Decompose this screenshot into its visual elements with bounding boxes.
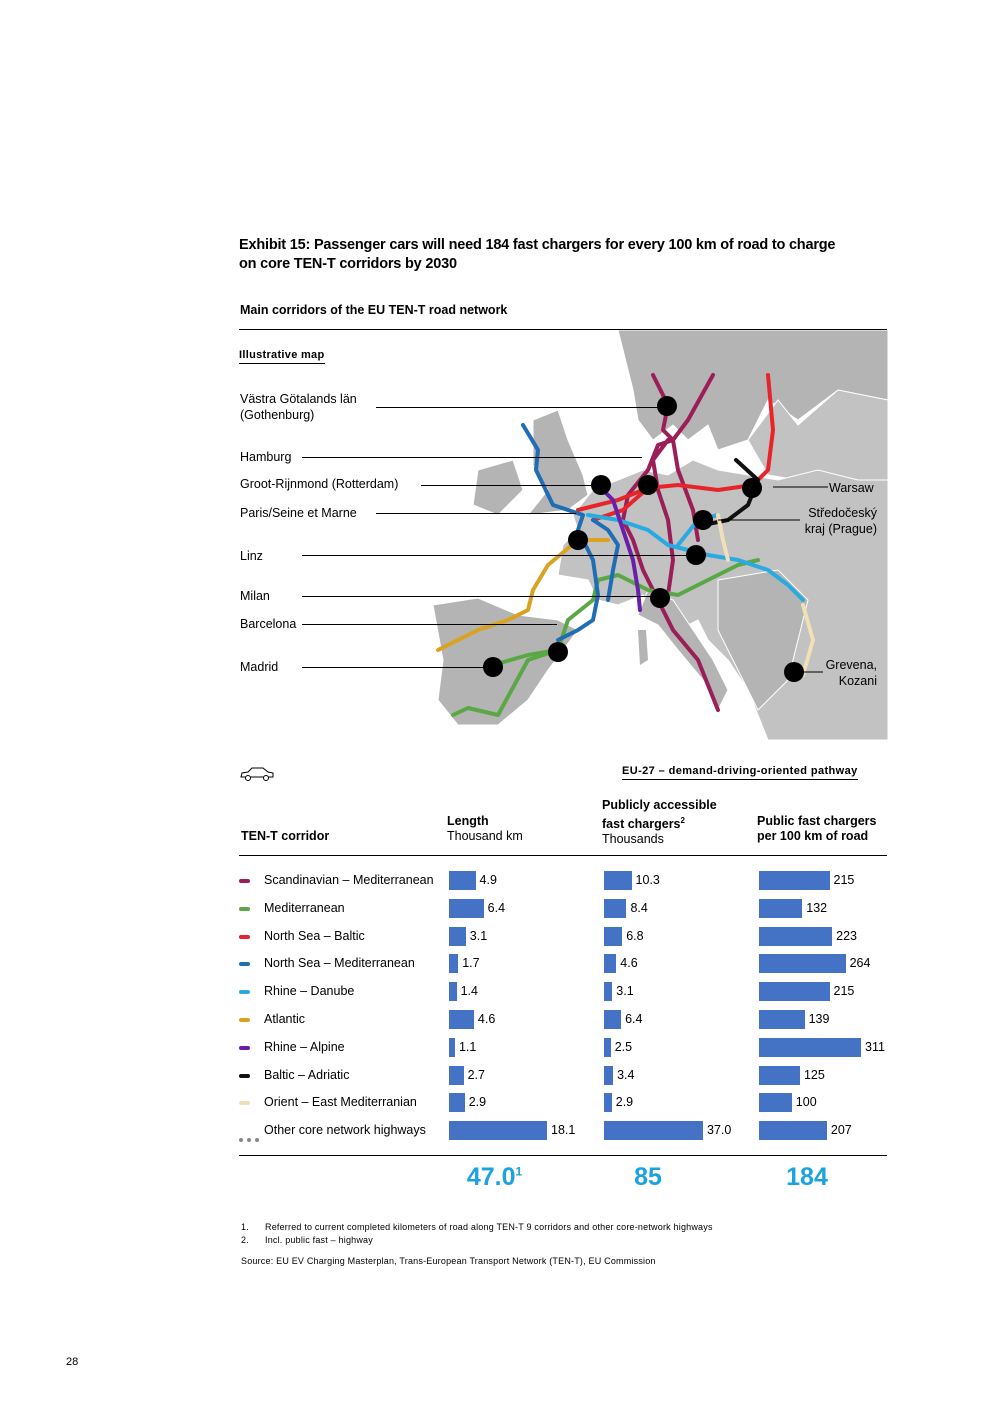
bar-value-label: 2.5 [614, 1039, 633, 1054]
header-chargers: Publicly accessible fast chargers$^2$ Thousands [602, 798, 717, 847]
bar [449, 1093, 465, 1112]
bar-value-label: 1.7 [462, 956, 480, 971]
bar [604, 1121, 703, 1140]
bar-value-label: 37.0 [707, 1123, 732, 1138]
bar [759, 982, 830, 1001]
total-length: 47.0$^1$ [466, 1163, 523, 1191]
bar [449, 899, 484, 918]
header-density: Public fast chargers per 100 km of road [757, 814, 877, 843]
label-madrid: Madrid [240, 660, 279, 674]
bar-value-label: 4.9 [479, 873, 497, 887]
leader-line [376, 513, 576, 514]
legend-swatch [239, 1101, 250, 1105]
bar [449, 927, 466, 946]
label-prague: Středočeský kraj (Prague) [804, 506, 877, 536]
legend-swatch [239, 962, 250, 966]
divider [239, 1155, 887, 1156]
corridor-label: Atlantic [264, 1012, 305, 1026]
bar-value-label: 6.4 [487, 900, 506, 915]
leader-line [302, 457, 642, 458]
bar [604, 1038, 611, 1057]
bar [449, 1010, 474, 1029]
legend-swatch [239, 935, 250, 939]
bar-value-label: 3.1 [616, 984, 634, 999]
bar-value-label: 139 [808, 1012, 830, 1026]
bar-value-label: 264 [849, 956, 871, 971]
bar [759, 899, 802, 918]
bar [759, 954, 846, 973]
legend-swatch [239, 1129, 263, 1133]
footnote-1: 1. Referred to current completed kilometers of road along TEN-T 9 corridors and other core-network highways [241, 1222, 713, 1232]
bar-value-label: 100 [795, 1095, 817, 1110]
bar-value-label: 8.4 [630, 900, 648, 915]
bar-value-label: 6.8 [626, 928, 644, 943]
bar-value-label: 207 [830, 1123, 852, 1138]
bar [449, 982, 457, 1001]
header-corridor: TEN-T corridor [241, 829, 330, 843]
legend-swatch [239, 1018, 250, 1022]
legend-swatch [239, 1074, 250, 1078]
corridor-label: Orient – East Mediterranian [264, 1095, 417, 1110]
legend-swatch [239, 907, 250, 911]
bar-value-label: 10.3 [635, 873, 660, 887]
leader-line [302, 596, 657, 597]
corridor-label: Rhine – Alpine [264, 1039, 345, 1054]
bar [449, 1038, 455, 1057]
bar-value-label: 132 [806, 900, 828, 915]
source-note: Source: EU EV Charging Masterplan, Trans-European Transport Network (TEN-T), EU Commission [241, 1256, 656, 1266]
bar [449, 1121, 547, 1140]
bar-value-label: 311 [865, 1039, 885, 1054]
corridor-label: Mediterranean [264, 900, 345, 915]
bar [449, 871, 476, 890]
label-barcelona: Barcelona [240, 617, 297, 631]
label-gothenburg: Västra Götalands län (Gothenburg) [240, 392, 357, 422]
car-icon [239, 766, 275, 782]
bar [604, 954, 616, 973]
bar-value-label: 223 [836, 928, 857, 943]
bar [604, 1066, 613, 1085]
bar-value-label: 4.6 [477, 1012, 496, 1026]
bar [604, 1093, 612, 1112]
label-hamburg: Hamburg [240, 450, 292, 464]
bar [759, 871, 830, 890]
legend-swatch [239, 990, 250, 994]
divider [239, 855, 887, 856]
bar [604, 982, 612, 1001]
bar-value-label: 215 [833, 873, 855, 887]
bar-value-label: 3.1 [469, 928, 488, 943]
corridor-label: Baltic – Adriatic [264, 1067, 350, 1082]
bar-value-label: 4.6 [620, 956, 638, 971]
label-linz: Linz [240, 549, 263, 563]
bar-value-label: 2.9 [615, 1095, 634, 1110]
leader-line [376, 407, 666, 408]
bar-value-label: 215 [833, 984, 855, 999]
total-chargers: 85 [634, 1163, 662, 1191]
legend-swatch [239, 879, 250, 883]
corridor-label: Rhine – Danube [264, 984, 355, 999]
bar-value-label: 6.4 [625, 1012, 643, 1026]
page-number: 28 [66, 1356, 79, 1368]
bar [604, 899, 626, 918]
leader-line [421, 485, 601, 486]
bar [759, 927, 832, 946]
leader-line [302, 667, 490, 668]
corridor-label: North Sea – Mediterranean [264, 956, 415, 971]
bar-value-label: 125 [803, 1067, 825, 1082]
label-grevena: Grevena, Kozani [825, 658, 877, 688]
bar-value-label: 18.1 [551, 1123, 576, 1138]
corridor-label: Other core network highways [264, 1123, 426, 1138]
exhibit-title-line1: Exhibit 15: Passenger cars will need 184 fast chargers for every 100 km of road to charge [239, 237, 836, 253]
bar [759, 1066, 800, 1085]
bar [604, 871, 632, 890]
bar [759, 1093, 792, 1112]
bar [759, 1038, 861, 1057]
exhibit-title-line2: on core TEN-T corridors by 2030 [239, 256, 457, 272]
bar-value-label: 2.7 [467, 1067, 485, 1082]
label-paris: Paris/Seine et Marne [240, 506, 357, 520]
exhibit-title [239, 236, 879, 274]
label-milan: Milan [240, 589, 270, 603]
total-density: 184 [786, 1163, 828, 1191]
bar-value-label: 1.4 [460, 984, 478, 999]
bar [759, 1121, 827, 1140]
leader-line [302, 555, 697, 556]
map-section-title: Main corridors of the EU TEN-T road network [240, 303, 508, 317]
bar [759, 1010, 805, 1029]
bar [604, 927, 622, 946]
bar-value-label: 2.9 [468, 1095, 487, 1110]
corridor-label: Scandinavian – Mediterranean [264, 873, 434, 887]
bar [604, 1010, 621, 1029]
bar-value-label: 3.4 [617, 1067, 635, 1082]
footnote-2: 2. Incl. public fast – highway [241, 1235, 373, 1245]
label-rotterdam: Groot-Rijnmond (Rotterdam) [240, 477, 399, 491]
leader-line [302, 624, 557, 625]
header-length: Length Thousand km [447, 814, 523, 843]
map-subtitle: Illustrative map [239, 349, 325, 364]
label-warsaw: Warsaw [829, 481, 874, 495]
corridor-label: North Sea – Baltic [264, 928, 365, 943]
bar [449, 954, 458, 973]
bar [449, 1066, 464, 1085]
legend-swatch [239, 1046, 250, 1050]
pathway-label: EU-27 – demand-driving-oriented pathway [622, 765, 858, 780]
bar-value-label: 1.1 [458, 1039, 477, 1054]
